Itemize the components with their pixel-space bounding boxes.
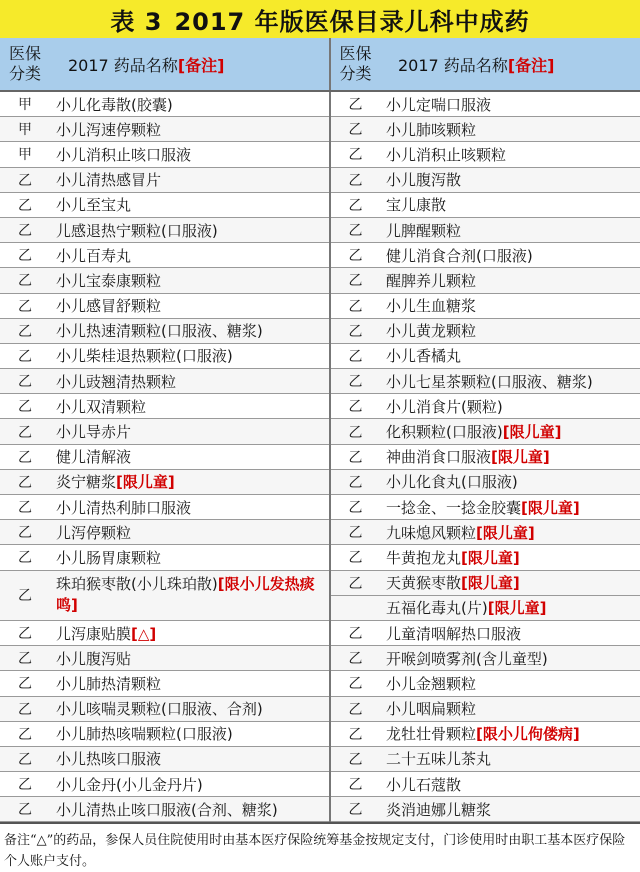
table-row (0, 369, 640, 394)
insurance-class: 乙 (330, 192, 380, 217)
insurance-class: 乙 (0, 394, 50, 419)
drug-name-cell (380, 243, 640, 268)
drug-name: 炎消迪娜儿糖浆 (386, 800, 492, 819)
drug-name: 小儿肺热清颗粒 (56, 674, 162, 693)
header-class-right (330, 38, 380, 91)
table-row (0, 671, 640, 696)
header-class-line2: 分类 (339, 64, 372, 83)
table-row (0, 520, 640, 545)
insurance-class: 乙 (0, 520, 50, 545)
drug-name-cell (380, 91, 640, 117)
table-row (0, 545, 640, 570)
drug-name: 龙牡壮骨颗粒 (386, 725, 477, 744)
drug-name: 儿泻停颗粒 (56, 523, 132, 542)
drug-name-cell (380, 318, 640, 343)
insurance-class: 乙 (330, 444, 380, 469)
drug-name-cell (50, 369, 330, 394)
drug-name: 开喉剑喷雾剂(含儿童型) (386, 649, 548, 668)
drug-name: 小儿腹泻散 (386, 171, 462, 190)
drug-name-cell (50, 217, 330, 242)
table-row (0, 495, 640, 520)
drug-name-cell (50, 343, 330, 368)
drug-name-cell (380, 469, 640, 494)
drug-name: 小儿感冒舒颗粒 (56, 297, 162, 316)
header-class-left (0, 38, 50, 91)
insurance-class: 乙 (330, 217, 380, 242)
drug-name-cell (50, 192, 330, 217)
drug-name-cell (380, 721, 640, 746)
insurance-class: 乙 (0, 671, 50, 696)
insurance-class: 乙 (330, 721, 380, 746)
insurance-class: 乙 (330, 620, 380, 645)
drug-note: [限小儿佝偻病] (476, 725, 580, 744)
drug-name: 小儿肺热咳喘颗粒(口服液) (56, 725, 233, 744)
table-row (0, 243, 640, 268)
drug-note: [限儿童] (521, 498, 580, 517)
drug-name-cell (380, 369, 640, 394)
drug-name-cell (380, 217, 640, 242)
table-row (0, 318, 640, 343)
insurance-class: 乙 (0, 293, 50, 318)
insurance-class: 乙 (330, 570, 380, 595)
drug-name-cell (380, 293, 640, 318)
drug-name: 天黄猴枣散 (386, 574, 462, 593)
drug-name: 小儿黄龙颗粒 (386, 322, 477, 341)
insurance-class: 乙 (330, 671, 380, 696)
drug-name-cell (380, 192, 640, 217)
drug-note: [限儿童] (116, 473, 175, 492)
header-note-label: [备注] (507, 55, 555, 75)
drug-name: 小儿石蔻散 (386, 775, 462, 794)
drug-name: 小儿清热止咳口服液(合剂、糖浆) (56, 800, 278, 819)
drug-name: 小儿清热感冒片 (56, 171, 162, 190)
drug-name-cell (50, 570, 330, 620)
drug-name: 小儿热咳口服液 (56, 750, 162, 769)
drug-name: 小儿宝泰康颗粒 (56, 271, 162, 290)
drug-name-cell (380, 117, 640, 142)
drug-note: [限儿童] (491, 448, 550, 467)
drug-name-cell (380, 419, 640, 444)
drug-name: 小儿化毒散(胶囊) (56, 95, 173, 114)
drug-name-cell (50, 91, 330, 117)
drug-name-cell (50, 671, 330, 696)
drug-name: 九味熄风颗粒 (386, 523, 477, 542)
insurance-class: 乙 (0, 495, 50, 520)
drug-name: 小儿消食片(颗粒) (386, 397, 503, 416)
insurance-class: 乙 (0, 570, 50, 620)
drug-name-cell (380, 746, 640, 771)
drug-name: 牛黄抱龙丸 (386, 548, 462, 567)
insurance-class: 乙 (330, 293, 380, 318)
drug-name: 宝儿康散 (386, 196, 447, 215)
insurance-class: 乙 (330, 696, 380, 721)
table-row (0, 772, 640, 797)
drug-name-cell (50, 419, 330, 444)
table-number: 表 3 (110, 7, 163, 36)
drug-note: [限儿童] (461, 548, 520, 567)
table-row (0, 394, 640, 419)
drug-name: 小儿咽扁颗粒 (386, 700, 477, 719)
drug-name-cell (380, 570, 640, 595)
drug-name-cell (380, 167, 640, 192)
table-row (0, 721, 640, 746)
drug-name: 小儿肺咳颗粒 (386, 120, 477, 139)
table-row (0, 746, 640, 771)
drug-name-cell (50, 268, 330, 293)
insurance-class: 乙 (330, 394, 380, 419)
drug-name-cell (380, 671, 640, 696)
drug-name: 小儿泻速停颗粒 (56, 120, 162, 139)
table-row (0, 293, 640, 318)
drug-name-cell (380, 520, 640, 545)
insurance-class: 乙 (330, 772, 380, 797)
drug-name: 化积颗粒(口服液) (386, 423, 503, 442)
drug-note: [限儿童] (476, 523, 535, 542)
drug-name-cell (50, 117, 330, 142)
insurance-class: 乙 (0, 696, 50, 721)
drug-name-cell (380, 545, 640, 570)
drug-name-cell (50, 696, 330, 721)
header-name-right (380, 38, 640, 91)
insurance-class: 乙 (0, 217, 50, 242)
drug-name-cell (380, 595, 640, 620)
drug-name-cell (380, 343, 640, 368)
insurance-class: 乙 (330, 646, 380, 671)
drug-name: 小儿消积止咳口服液 (56, 145, 192, 164)
drug-name: 小儿柴桂退热颗粒(口服液) (56, 347, 233, 366)
drug-name: 五福化毒丸(片) (386, 599, 488, 618)
insurance-class (330, 595, 380, 620)
header-note-label: [备注] (177, 55, 225, 75)
drug-name: 小儿双清颗粒 (56, 397, 147, 416)
header-class-line1: 医保 (339, 44, 372, 63)
table-row (0, 217, 640, 242)
drug-name-cell (380, 495, 640, 520)
drug-name-cell (380, 772, 640, 797)
drug-name-cell (50, 394, 330, 419)
drug-name: 小儿消积止咳颗粒 (386, 145, 507, 164)
title-text: 2017 年版医保目录儿科中成药 (174, 7, 530, 36)
drug-name-cell (380, 394, 640, 419)
drug-name: 儿感退热宁颗粒(口服液) (56, 221, 218, 240)
drug-note: [限儿童] (502, 423, 562, 442)
drug-name: 小儿肠胃康颗粒 (56, 548, 162, 567)
insurance-class: 乙 (0, 772, 50, 797)
drug-name-cell (50, 520, 330, 545)
drug-name-cell (50, 495, 330, 520)
drug-table (0, 38, 640, 822)
drug-name: 小儿咳喘灵颗粒(口服液、合剂) (56, 700, 263, 719)
table-row (0, 142, 640, 167)
drug-name-cell (50, 167, 330, 192)
table-row (0, 696, 640, 721)
drug-name-cell (50, 469, 330, 494)
table-row (0, 167, 640, 192)
insurance-class: 乙 (0, 646, 50, 671)
insurance-class: 乙 (330, 318, 380, 343)
drug-name: 小儿金丹(小儿金丹片) (56, 775, 203, 794)
insurance-class: 乙 (0, 620, 50, 645)
drug-name-cell (380, 646, 640, 671)
insurance-class: 乙 (0, 469, 50, 494)
drug-name: 一捻金、一捻金胶囊 (386, 498, 522, 517)
table-row (0, 444, 640, 469)
insurance-class: 乙 (330, 469, 380, 494)
insurance-class: 乙 (330, 243, 380, 268)
drug-name-cell (380, 268, 640, 293)
insurance-class: 乙 (0, 721, 50, 746)
drug-name: 小儿百寿丸 (56, 246, 132, 265)
insurance-class: 乙 (330, 797, 380, 822)
drug-name: 小儿金翘颗粒 (386, 674, 477, 693)
insurance-class: 乙 (0, 369, 50, 394)
table-row (0, 797, 640, 822)
drug-name: 小儿七星茶颗粒(口服液、糖浆) (386, 372, 593, 391)
drug-name-cell (380, 620, 640, 645)
insurance-class: 乙 (330, 91, 380, 117)
insurance-class: 乙 (0, 192, 50, 217)
drug-name: 小儿生血糖浆 (386, 297, 477, 316)
insurance-class: 乙 (330, 545, 380, 570)
insurance-class: 乙 (330, 117, 380, 142)
header-name-label: 2017 药品名称 (398, 55, 508, 75)
header-name-left (50, 38, 330, 91)
insurance-class: 甲 (0, 142, 50, 167)
drug-name-cell (50, 318, 330, 343)
insurance-class: 乙 (0, 545, 50, 570)
drug-name-cell (50, 293, 330, 318)
drug-name: 小儿香橘丸 (386, 347, 462, 366)
table-row (0, 91, 640, 117)
drug-name-cell (50, 444, 330, 469)
drug-name-cell (50, 772, 330, 797)
insurance-class: 乙 (0, 343, 50, 368)
header-class-line1: 医保 (8, 44, 41, 63)
insurance-class: 乙 (0, 797, 50, 822)
table-row (0, 620, 640, 645)
drug-name-cell (380, 696, 640, 721)
insurance-class: 乙 (330, 419, 380, 444)
drug-name: 儿脾醒颗粒 (386, 221, 462, 240)
drug-name: 二十五味儿茶丸 (386, 750, 492, 769)
drug-name: 炎宁糖浆 (56, 473, 117, 492)
drug-name-cell (50, 797, 330, 822)
drug-name: 小儿清热利肺口服液 (56, 498, 192, 517)
drug-name: 小儿化食丸(口服液) (386, 473, 518, 492)
drug-name: 健儿清解液 (56, 448, 132, 467)
header-name-label: 2017 药品名称 (68, 55, 178, 75)
insurance-class: 乙 (0, 243, 50, 268)
drug-name-cell (50, 545, 330, 570)
drug-name: 神曲消食口服液 (386, 448, 492, 467)
table-row (0, 570, 640, 595)
drug-name: 健儿消食合剂(口服液) (386, 246, 533, 265)
drug-name-cell (380, 142, 640, 167)
drug-name: 小儿至宝丸 (56, 196, 132, 215)
table-row (0, 192, 640, 217)
drug-name-cell (50, 721, 330, 746)
footnote: 备注“△”的药品，参保人员住院使用时由基本医疗保险统筹基金按规定支付，门诊使用时由职工基本医疗保险个人账户支付。 (0, 822, 640, 872)
insurance-class: 乙 (330, 268, 380, 293)
drug-name-cell (50, 243, 330, 268)
drug-name-cell (380, 444, 640, 469)
drug-name: 珠珀猴枣散(小儿珠珀散) (56, 575, 218, 594)
insurance-class: 乙 (330, 369, 380, 394)
drug-name: 儿泻康贴膜 (56, 624, 132, 643)
insurance-class: 乙 (0, 419, 50, 444)
insurance-class: 甲 (0, 91, 50, 117)
insurance-class: 乙 (0, 167, 50, 192)
insurance-class: 乙 (330, 746, 380, 771)
drug-name-cell (50, 620, 330, 645)
drug-note: [限儿童] (487, 599, 547, 618)
insurance-class: 乙 (330, 167, 380, 192)
insurance-class: 乙 (0, 318, 50, 343)
drug-name: 小儿定喘口服液 (386, 95, 492, 114)
drug-name: 儿童清咽解热口服液 (386, 624, 522, 643)
drug-note: [△] (131, 624, 157, 643)
insurance-class: 乙 (0, 444, 50, 469)
drug-name-cell (50, 646, 330, 671)
insurance-class: 乙 (330, 495, 380, 520)
table-header-row (0, 38, 640, 91)
table-row (0, 268, 640, 293)
insurance-class: 乙 (330, 520, 380, 545)
drug-name: 小儿导赤片 (56, 423, 132, 442)
insurance-class: 乙 (0, 746, 50, 771)
insurance-class: 甲 (0, 117, 50, 142)
table-row (0, 117, 640, 142)
drug-name: 小儿热速清颗粒(口服液、糖浆) (56, 322, 263, 341)
drug-name: 小儿腹泻贴 (56, 649, 132, 668)
drug-name: 醒脾养儿颗粒 (386, 271, 477, 290)
header-class-line2: 分类 (8, 64, 41, 83)
drug-name-cell (50, 746, 330, 771)
drug-name-cell (380, 797, 640, 822)
table-row (0, 343, 640, 368)
insurance-class: 乙 (330, 343, 380, 368)
insurance-class: 乙 (0, 268, 50, 293)
drug-note: [限小儿发热痰鸣] (56, 575, 315, 615)
drug-name-cell (50, 142, 330, 167)
table-row (0, 646, 640, 671)
table-row (0, 469, 640, 494)
table-row (0, 419, 640, 444)
insurance-class: 乙 (330, 142, 380, 167)
drug-note: [限儿童] (461, 574, 520, 593)
table-title (0, 0, 640, 38)
drug-name: 小儿豉翘清热颗粒 (56, 372, 177, 391)
